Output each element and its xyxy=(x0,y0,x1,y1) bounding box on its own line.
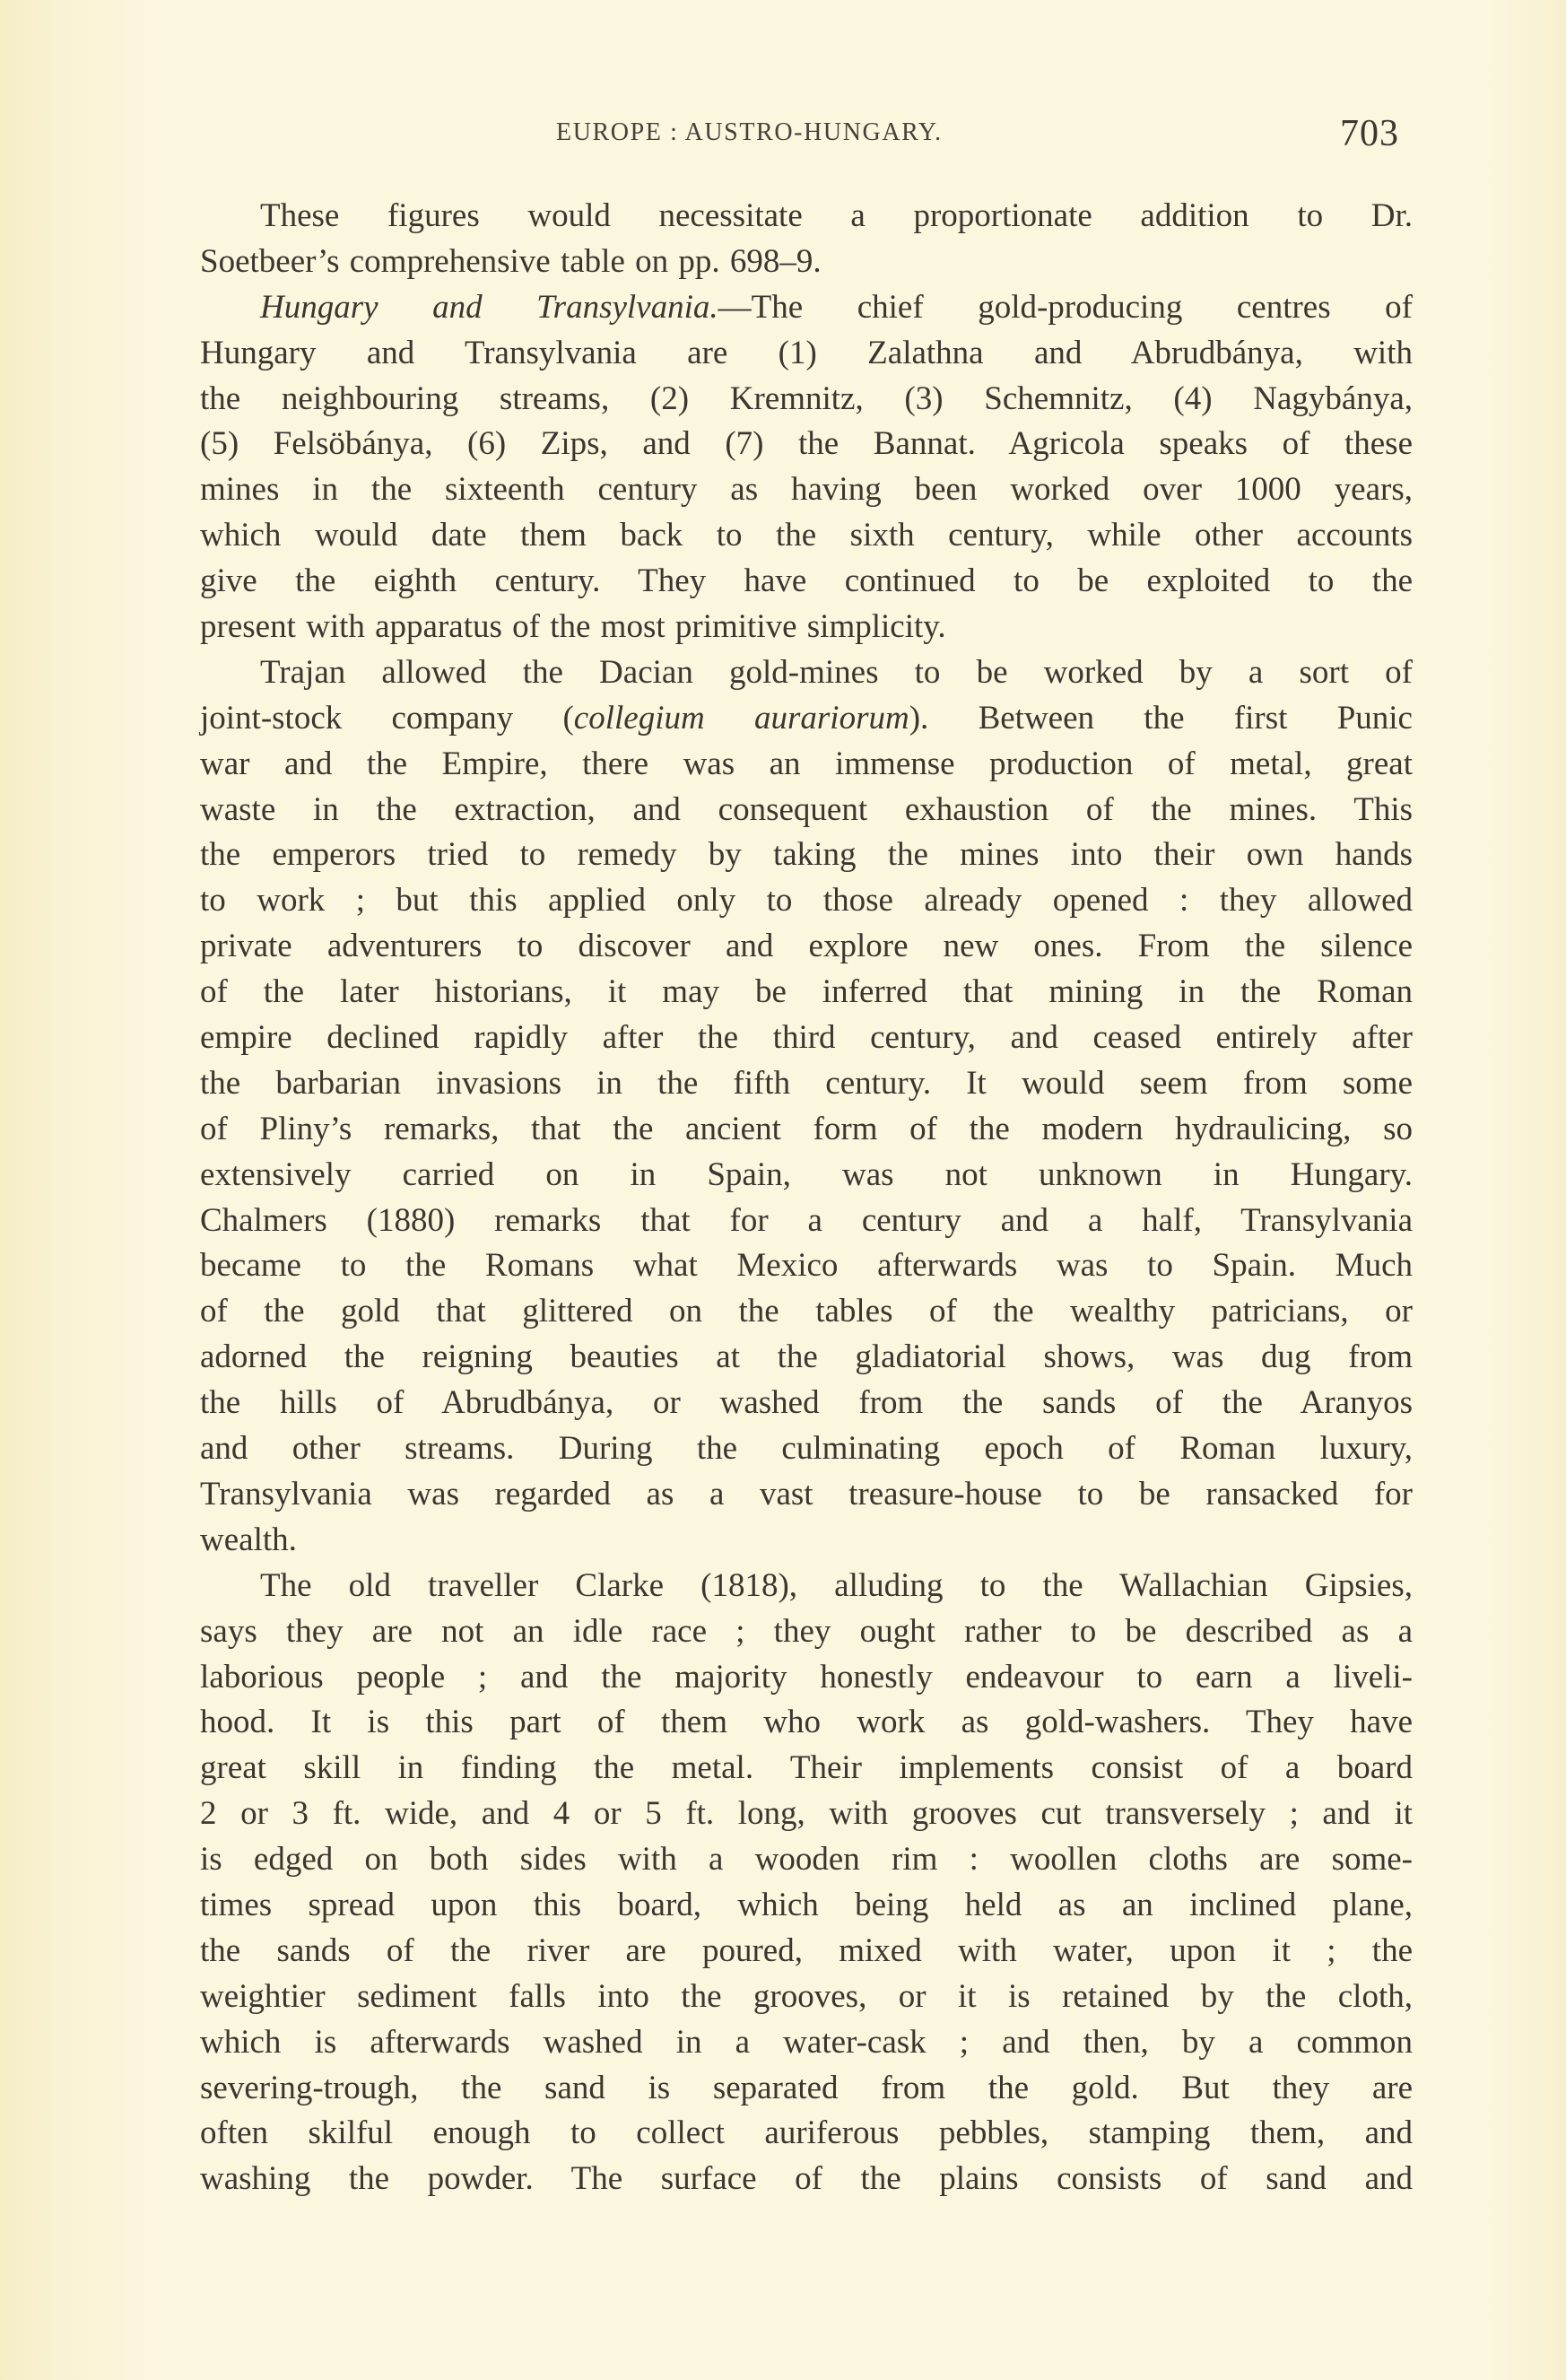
text-run: —The chief gold-producing centres of xyxy=(718,288,1413,326)
text-line: often skilful enough to collect auriferous pebbles, stamping them, and xyxy=(200,2114,1413,2152)
section-heading-italic: Hungary and Transylvania. xyxy=(260,288,718,326)
text-line: waste in the extraction, and consequent exhaustion of the mines. This xyxy=(200,790,1413,828)
latin-term-italic: collegium aurariorum xyxy=(573,699,909,737)
text-run: joint-stock company ( xyxy=(200,699,574,737)
text-line: says they are not an idle race ; they ought rather to be described as a xyxy=(200,1612,1413,1650)
text-line: adorned the reigning beauties at the gladiatorial shows, was dug from xyxy=(200,1338,1413,1376)
running-head: EUROPE : AUSTRO-HUNGARY. xyxy=(556,118,943,146)
text-line: of Pliny’s remarks, that the ancient form of the modern hydraulicing, so xyxy=(200,1110,1413,1147)
text-line: Hungary and Transylvania are (1) Zalathna and Abrudbánya, with xyxy=(200,334,1413,371)
text-line: is edged on both sides with a wooden rim : woollen cloths are some- xyxy=(200,1841,1413,1879)
text-line: which would date them back to the sixth century, while other accounts xyxy=(200,517,1413,554)
text-line: The old traveller Clarke (1818), alluding to the Wallachian Gipsies, xyxy=(260,1566,1413,1604)
text-line: the emperors tried to remedy by taking the mines into their own hands xyxy=(200,836,1413,874)
text-line: severing-trough, the sand is separated from the gold. But they are xyxy=(200,2069,1413,2106)
text-line xyxy=(200,285,1413,331)
text-line: Transylvania was regarded as a vast treasure-house to be ransacked for xyxy=(200,1475,1413,1513)
text-line: hood. It is this part of them who work as gold-washers. They have xyxy=(200,1704,1413,1741)
text-line: became to the Romans what Mexico afterwards was to Spain. Much xyxy=(200,1247,1413,1285)
text-line: empire declined rapidly after the third century, and ceased entirely after xyxy=(200,1019,1413,1057)
text-line: great skill in finding the metal. Their implements consist of a board xyxy=(200,1749,1413,1787)
text-line: Soetbeer’s comprehensive table on pp. 698–9. xyxy=(200,242,822,280)
text-line: (5) Felsöbánya, (6) Zips, and (7) the Bannat. Agricola speaks of these xyxy=(200,425,1413,463)
text-run: ). Between the first Punic xyxy=(909,699,1413,737)
text-line: Trajan allowed the Dacian gold-mines to be worked by a sort of xyxy=(260,653,1413,691)
text-line: the hills of Abrudbánya, or washed from the sands of the Aranyos xyxy=(200,1384,1413,1422)
text-line: the barbarian invasions in the fifth century. It would seem from some xyxy=(200,1064,1413,1102)
text-line: of the later historians, it may be inferred that mining in the Roman xyxy=(200,973,1413,1011)
text-line: Chalmers (1880) remarks that for a century and a half, Transylvania xyxy=(200,1201,1413,1239)
text-line: which is afterwards washed in a water-cask ; and then, by a common xyxy=(200,2023,1413,2061)
text-line: to work ; but this applied only to those already opened : they allowed xyxy=(200,882,1413,920)
text-line: private adventurers to discover and explore new ones. From the silence xyxy=(200,928,1413,965)
text-line: weightier sediment falls into the grooves, or it is retained by the cloth, xyxy=(200,1977,1413,2015)
body-text xyxy=(200,194,1413,2202)
page-number: 703 xyxy=(1340,113,1399,154)
text-line: the sands of the river are poured, mixed with water, upon it ; the xyxy=(200,1931,1413,1969)
text-line: mines in the sixteenth century as having been worked over 1000 years, xyxy=(200,471,1413,509)
text-line: of the gold that glittered on the tables of the wealthy patricians, or xyxy=(200,1293,1413,1330)
text-line: war and the Empire, there was an immense production of metal, great xyxy=(200,745,1413,782)
text-line: These figures would necessitate a proportionate addition to Dr. xyxy=(260,197,1413,234)
text-line: the neighbouring streams, (2) Kremnitz, (3) Schemnitz, (4) Nagybánya, xyxy=(200,379,1413,417)
text-line: extensively carried on in Spain, was not unknown in Hungary. xyxy=(200,1155,1413,1193)
text-line: give the eighth century. They have continued to be exploited to the xyxy=(200,562,1413,600)
text-line: wealth. xyxy=(200,1521,297,1558)
text-line: 2 or 3 ft. wide, and 4 or 5 ft. long, with grooves cut transversely ; and it xyxy=(200,1795,1413,1833)
text-line: times spread upon this board, which being held as an inclined plane, xyxy=(200,1886,1413,1923)
text-line: present with apparatus of the most primitive simplicity. xyxy=(200,608,946,646)
text-line: and other streams. During the culminating epoch of Roman luxury, xyxy=(200,1430,1413,1468)
text-line: washing the powder. The surface of the plains consists of sand and xyxy=(200,2160,1413,2198)
text-line xyxy=(200,696,1413,742)
text-line: laborious people ; and the majority honestly endeavour to earn a liveli- xyxy=(200,1658,1413,1696)
